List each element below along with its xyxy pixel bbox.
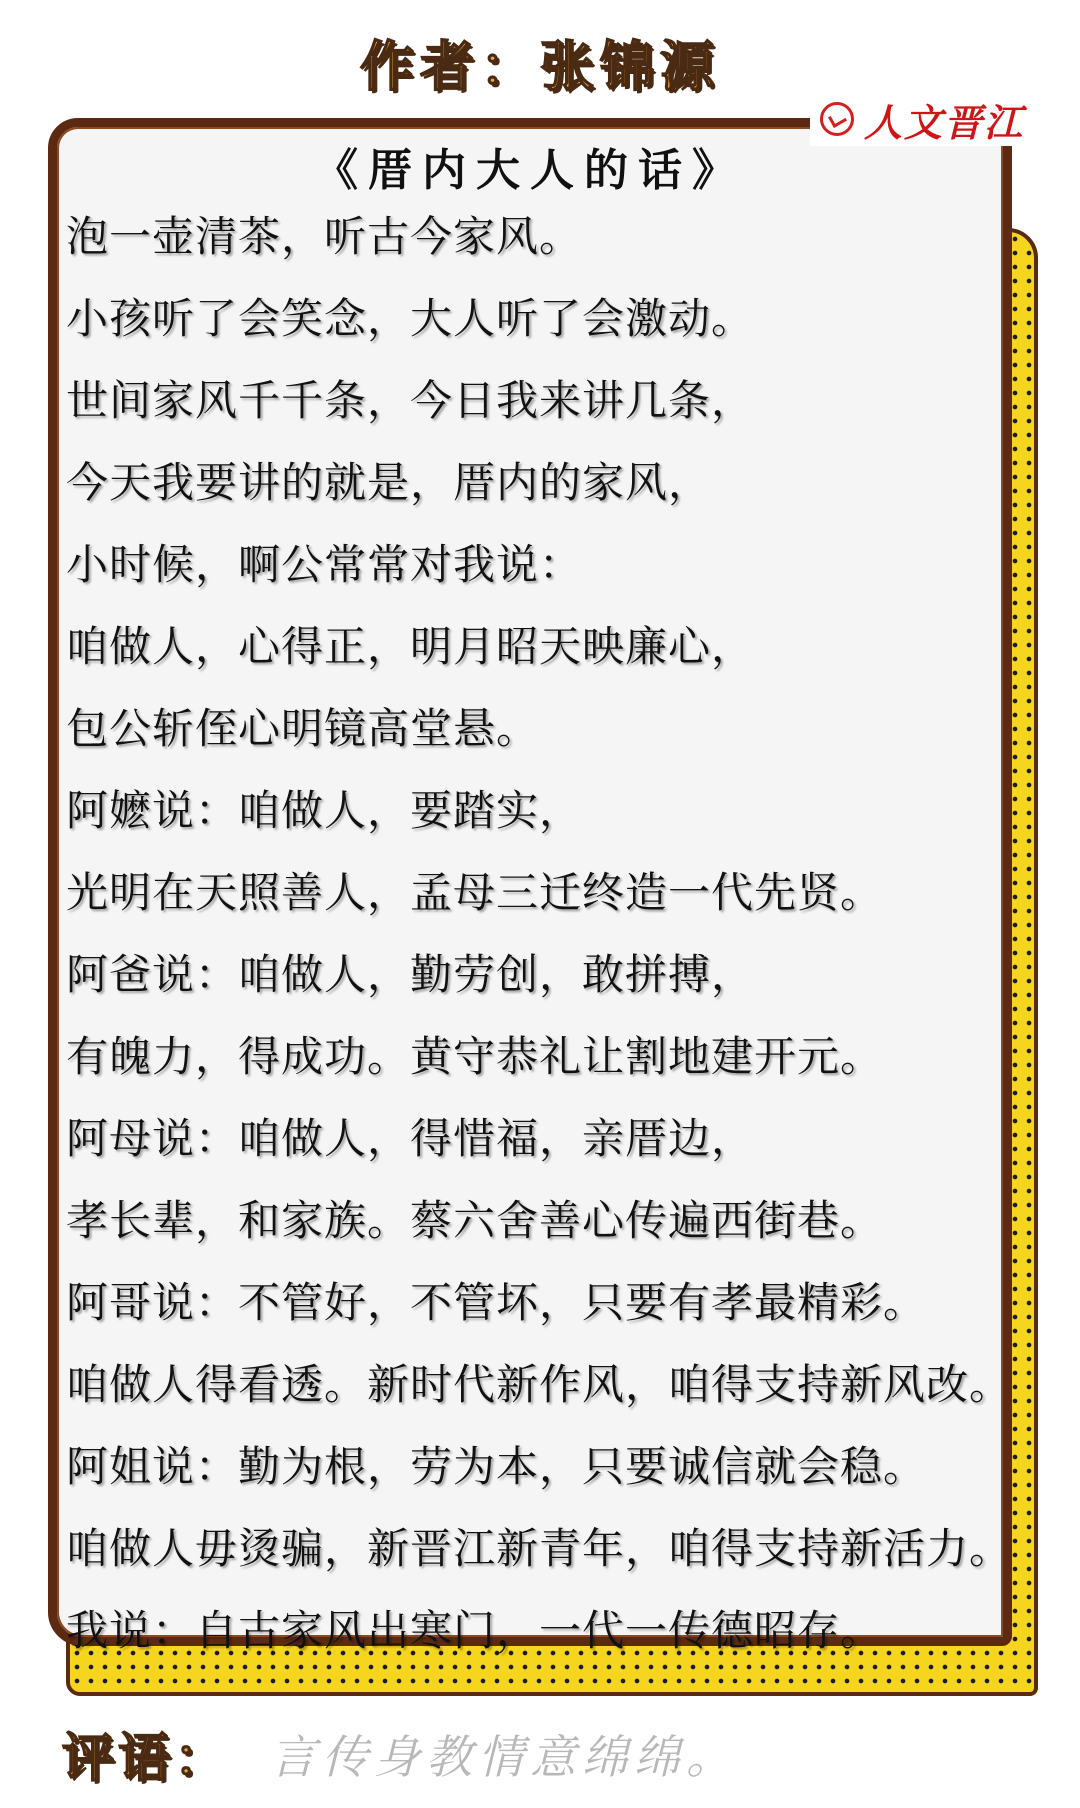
poem-line: 咱做人得看透。新时代新作风，咱得支持新风改。: [66, 1360, 1013, 1409]
author-heading: 作者：张锦源: [360, 35, 720, 98]
poem-title: 《厝内大人的话》: [314, 145, 746, 196]
poem-line: 有魄力，得成功。黄守恭礼让割地建开元。: [66, 1032, 884, 1081]
poem-line: 今天我要讲的就是，厝内的家风，: [66, 458, 712, 507]
comment-label: 评语：: [62, 1729, 231, 1789]
poem-line: 泡一壶清茶，听古今家风。: [66, 212, 583, 261]
poem-line: 阿哥说：不管好，不管坏，只要有孝最精彩。: [66, 1278, 927, 1327]
poem-line: 包公斩侄心明镜高堂悬。: [66, 704, 540, 753]
poem-line: 孝长辈，和家族。蔡六舍善心传遍西街巷。: [66, 1196, 884, 1245]
brand-name: 人文晋江: [863, 99, 1024, 145]
poem-line: 阿姐说：勤为根，劳为本，只要诚信就会稳。: [66, 1442, 927, 1491]
comment-text: 言传身教情意绵绵。: [270, 1729, 739, 1784]
poem-line: 世间家风千千条，今日我来讲几条，: [66, 376, 755, 425]
poem-line: 我说：自古家风出寒门，一代一传德昭存。: [66, 1606, 884, 1655]
poem-line: 阿母说：咱做人，得惜福，亲厝边，: [66, 1114, 755, 1163]
poem-line: 阿爸说：咱做人，勤劳创，敢拼搏，: [66, 950, 755, 999]
poem-line: 小孩听了会笑念，大人听了会激动。: [66, 294, 755, 343]
poem-line: 咱做人，心得正，明月昭天映廉心，: [66, 622, 755, 671]
poem-line: 阿嬷说：咱做人，要踏实，: [66, 786, 583, 835]
comment-section: [62, 1716, 738, 1791]
poem-line: 小时候，啊公常常对我说：: [66, 540, 583, 589]
poem-line: 咱做人毋烫骗，新晋江新青年，咱得支持新活力。: [66, 1524, 1013, 1573]
brand-seal-icon: [820, 102, 854, 136]
poem-line: 光明在天照善人，孟母三迁终造一代先贤。: [66, 868, 884, 917]
poem-lines: [66, 196, 1026, 1672]
